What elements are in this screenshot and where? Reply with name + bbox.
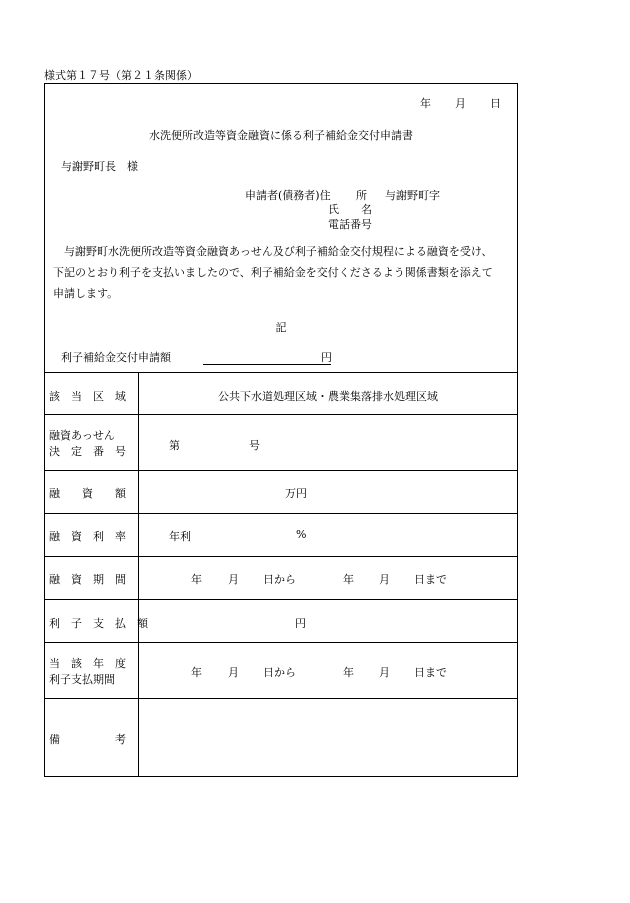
interest-rate-unit: % [296,528,307,541]
application-form [44,83,518,777]
loan-period-to-day: 日まで [414,573,447,586]
name-label: 氏 名 [328,203,372,216]
addressee: 与謝野町長 様 [61,160,138,173]
amount-underline [203,364,331,365]
fiscal-period-to-month: 月 [379,666,390,679]
body-line-1: 与謝野町水洗便所改造等資金融資あっせん及び利子補給金交付規程による融資を受け、 [64,245,493,258]
row-divider [45,642,517,643]
loan-amount-unit: 万円 [285,487,307,500]
remarks-field[interactable] [139,699,517,776]
interest-rate-label: 融 資 利 率 [49,530,126,543]
loan-amount-label: 融 資 額 [49,487,126,500]
address-value: 与謝野町字 [385,189,440,202]
date-day-label: 日 [490,97,501,110]
amount-label: 利子補給金交付申請額 [61,351,171,364]
loan-period-from-year: 年 [191,573,202,586]
loan-period-to-month: 月 [379,573,390,586]
form-number: 様式第１７号（第２１条関係） [44,69,198,82]
applicant-label: 申請者(債務者)住 [245,189,331,202]
loan-period-from-day: 日から [263,573,296,586]
body-line-2: 下記のとおり利子を支払いましたので、利子補給金を交付くださるよう関係書類を添えて [53,266,493,279]
decision-label-2: 決 定 番 号 [49,445,126,458]
loan-period-label: 融 資 期 間 [49,573,126,586]
fiscal-period-to-day: 日まで [414,666,447,679]
row-divider [45,513,517,514]
fiscal-period-from-day: 日から [263,666,296,679]
row-divider [45,556,517,557]
table-top-border [45,372,517,373]
body-line-3: 申請します。 [53,287,119,300]
decision-label-1: 融資あっせん [49,429,115,442]
row-divider [45,599,517,600]
interest-rate-prefix: 年利 [169,530,191,543]
ki-heading: 記 [275,321,287,334]
address-label: 所 [356,189,367,202]
loan-period-from-month: 月 [228,573,239,586]
amount-unit: 円 [321,351,332,364]
fiscal-period-from-year: 年 [191,666,202,679]
row-divider [45,470,517,471]
date-month-label: 月 [455,97,466,110]
decision-prefix: 第 [169,439,180,452]
row-divider [45,414,517,415]
fiscal-period-label-1: 当 該 年 度 [49,657,126,670]
area-value: 公共下水道処理区域・農業集落排水処理区域 [218,390,438,403]
tel-label: 電話番号 [328,218,372,231]
fiscal-period-label-2: 利子支払期間 [49,673,115,686]
date-year-label: 年 [420,97,431,110]
decision-suffix: 号 [249,439,260,452]
remarks-label: 備 考 [49,733,126,746]
fiscal-period-from-month: 月 [228,666,239,679]
interest-paid-unit: 円 [295,617,306,630]
loan-period-to-year: 年 [343,573,354,586]
form-title: 水洗便所改造等資金融資に係る利子補給金交付申請書 [149,129,413,142]
interest-paid-label: 利 子 支 払 額 [49,617,148,630]
application-body [53,241,511,304]
fiscal-period-to-year: 年 [343,666,354,679]
area-label: 該 当 区 域 [49,390,126,403]
